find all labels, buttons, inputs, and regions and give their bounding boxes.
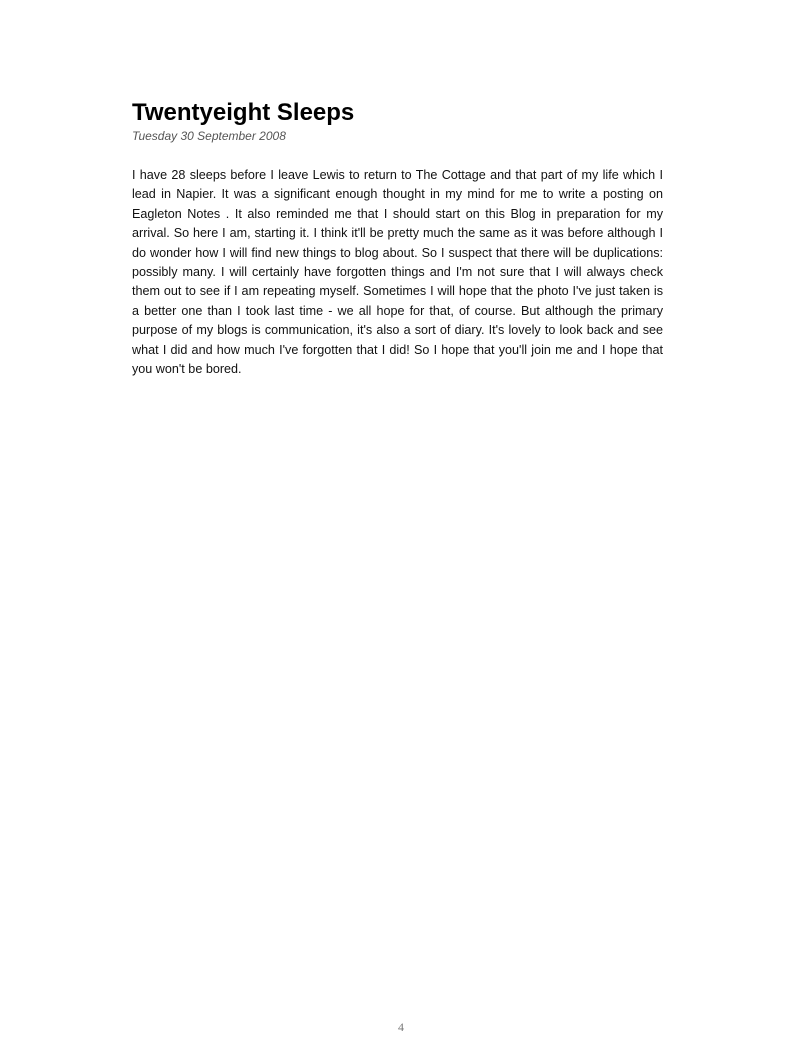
- post-body: I have 28 sleeps before I leave Lewis to return to The Cottage and that part of my life which I lead in Napier. It was a significant enough thought in my mind for me to write a posting on Eagleton Notes . It also reminded me that I should start on this Blog in preparation for my arrival. So here I am, starting it. I think it'll be pretty much the same as it was before although I do wonder how I will find new things to blog about. So I suspect that there will be duplications: possibly many. I will certainly have forgotten things and I'm not sure that I will always check them out to see if I am repeating myself. Sometimes I will hope that the photo I've just taken is a better one than I took last time - we all hope for that, of course. But although the primary purpose of my blogs is communication, it's also a sort of diary. It's lovely to look back and see what I did and how much I've forgotten that I did! So I hope that you'll join me and I hope that you won't be bored.: [132, 168, 663, 377]
- page-number: 4: [398, 1020, 404, 1034]
- post-date: Tuesday 30 September 2008: [132, 129, 286, 143]
- post-title: Twentyeight Sleeps: [132, 99, 355, 126]
